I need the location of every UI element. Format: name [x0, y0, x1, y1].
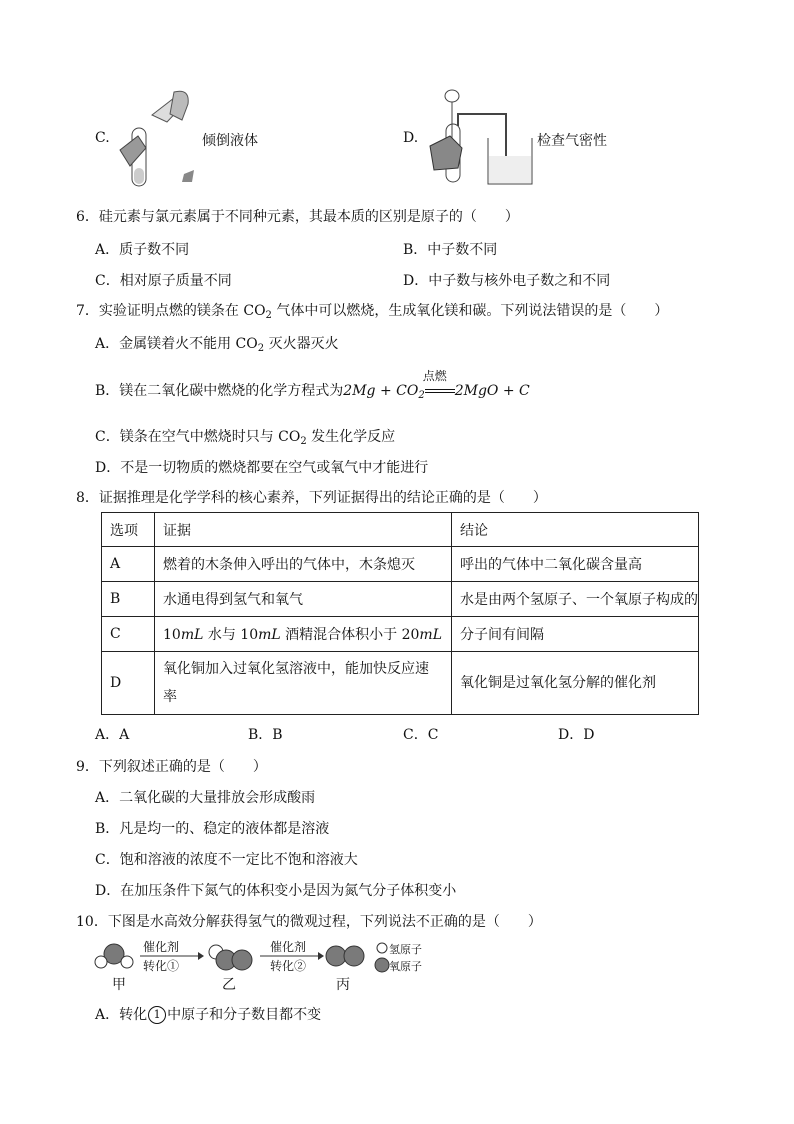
q8-option-a: A．A	[95, 727, 130, 743]
table-header-row	[102, 513, 699, 547]
table-row	[102, 582, 699, 617]
equation-right: 2MgO + C	[454, 383, 530, 399]
q7-option-a: A．金属镁着火不能用 $CO_2$ 灭火器灭火	[95, 336, 339, 354]
row-evidence: 燃着的木条伸入呼出的气体中，木条熄灭	[155, 547, 452, 582]
row-evidence: 10mL 水与 10mL 酒精混合体积小于 20mL	[155, 617, 452, 652]
q8-option-b: B．B	[248, 727, 283, 743]
header-option: 选项	[102, 513, 155, 547]
q7-option-d: D．不是一切物质的燃烧都要在空气或氧气中才能进行	[95, 460, 429, 476]
evidence-table	[101, 512, 699, 715]
option-d-label: 检查气密性	[537, 133, 607, 149]
q6-option-d: D．中子数与核外电子数之和不同	[403, 273, 611, 289]
catalyst-label-1: 催化剂	[143, 940, 180, 954]
equation-left: 2Mg + CO	[343, 383, 419, 399]
q9-option-c: C．饱和溶液的浓度不一定比不饱和溶液大	[95, 852, 358, 868]
row-evidence: 氧化铜加入过氧化氢溶液中，能加快反应速 率	[155, 652, 452, 715]
oxygen-atom	[232, 950, 252, 970]
q10-option-a: A．转化 1 中原子和分子数目都不变	[95, 1007, 322, 1023]
airtightness-check-illustration	[428, 86, 543, 191]
option-d-letter: D.	[403, 130, 419, 146]
q9-option-d: D．在加压条件下氮气的体积变小是因为氮气分子体积变小	[95, 883, 457, 899]
table-row	[102, 547, 699, 582]
row-option: D	[102, 652, 155, 715]
option-c-label: 倾倒液体	[202, 133, 258, 149]
q9-option-b: B．凡是均一的、稳定的液体都是溶液	[95, 821, 330, 837]
circled-number-icon: 1	[148, 1006, 166, 1024]
q8-option-d: D．D	[558, 727, 595, 743]
option-c-letter: C.	[95, 130, 110, 146]
row-conclusion: 呼出的气体中二氧化碳含量高	[452, 547, 699, 582]
row-option: C	[102, 617, 155, 652]
header-conclusion: 结论	[452, 513, 699, 547]
row-conclusion: 氧化铜是过氧化氢分解的催化剂	[452, 652, 699, 715]
q7-option-c: C．镁条在空气中燃烧时只与 $CO_2$ 发生化学反应	[95, 429, 396, 447]
row-option: A	[102, 547, 155, 582]
row-conclusion: 水是由两个氢原子、一个氧原子构成的	[452, 582, 699, 617]
header-evidence: 证据	[155, 513, 452, 547]
hydrogen-atom	[95, 956, 107, 968]
legend-hydrogen-icon	[377, 943, 387, 953]
legend-oxygen-label: 氧原子	[389, 960, 422, 973]
row-conclusion: 分子间有间隔	[452, 617, 699, 652]
row-option: B	[102, 582, 155, 617]
label-bing: 丙	[336, 977, 350, 993]
table-row	[102, 652, 699, 715]
q9-option-a: A．二氧化碳的大量排放会形成酸雨	[95, 790, 316, 806]
pouring-liquid-illustration	[112, 90, 202, 195]
q6-option-c: C．相对原子质量不同	[95, 273, 232, 289]
q9-stem: 9．下列叙述正确的是（ ）	[76, 759, 267, 775]
hydrogen-atom	[121, 956, 133, 968]
legend-hydrogen-label: 氢原子	[389, 943, 422, 956]
q6-option-b: B．中子数不同	[403, 242, 498, 258]
equation-condition-arrow: 点燃	[425, 383, 455, 399]
oxygen-atom	[326, 946, 346, 966]
label-yi: 乙	[222, 977, 236, 993]
row-evidence: 水通电得到氢气和氧气	[155, 582, 452, 617]
step1-label: 转化①	[143, 959, 180, 973]
step2-label: 转化②	[270, 959, 307, 973]
q7-stem: 7．实验证明点燃的镁条在 $CO_2$ 气体中可以燃烧，生成氧化镁和碳。下列说法错误的是（ ）	[76, 303, 669, 321]
legend-oxygen-icon	[375, 958, 389, 972]
q8-option-c: C．C	[403, 727, 439, 743]
oxygen-atom	[344, 946, 364, 966]
q10-stem: 10．下图是水高效分解获得氢气的微观过程，下列说法不正确的是（ ）	[76, 914, 542, 930]
label-jia: 甲	[112, 977, 126, 993]
q8-stem: 8．证据推理是化学学科的核心素养，下列证据得出的结论正确的是（ ）	[76, 490, 547, 506]
catalyst-label-2: 催化剂	[270, 940, 307, 954]
q6-option-a: A．质子数不同	[95, 242, 190, 258]
q7-option-b: B．镁在二氧化碳中燃烧的化学方程式为$2Mg + CO_2$ 点燃 2MgO + C	[95, 369, 530, 401]
table-row	[102, 617, 699, 652]
q6-stem: 6．硅元素与氯元素属于不同种元素，其最本质的区别是原子的（ ）	[76, 209, 519, 225]
